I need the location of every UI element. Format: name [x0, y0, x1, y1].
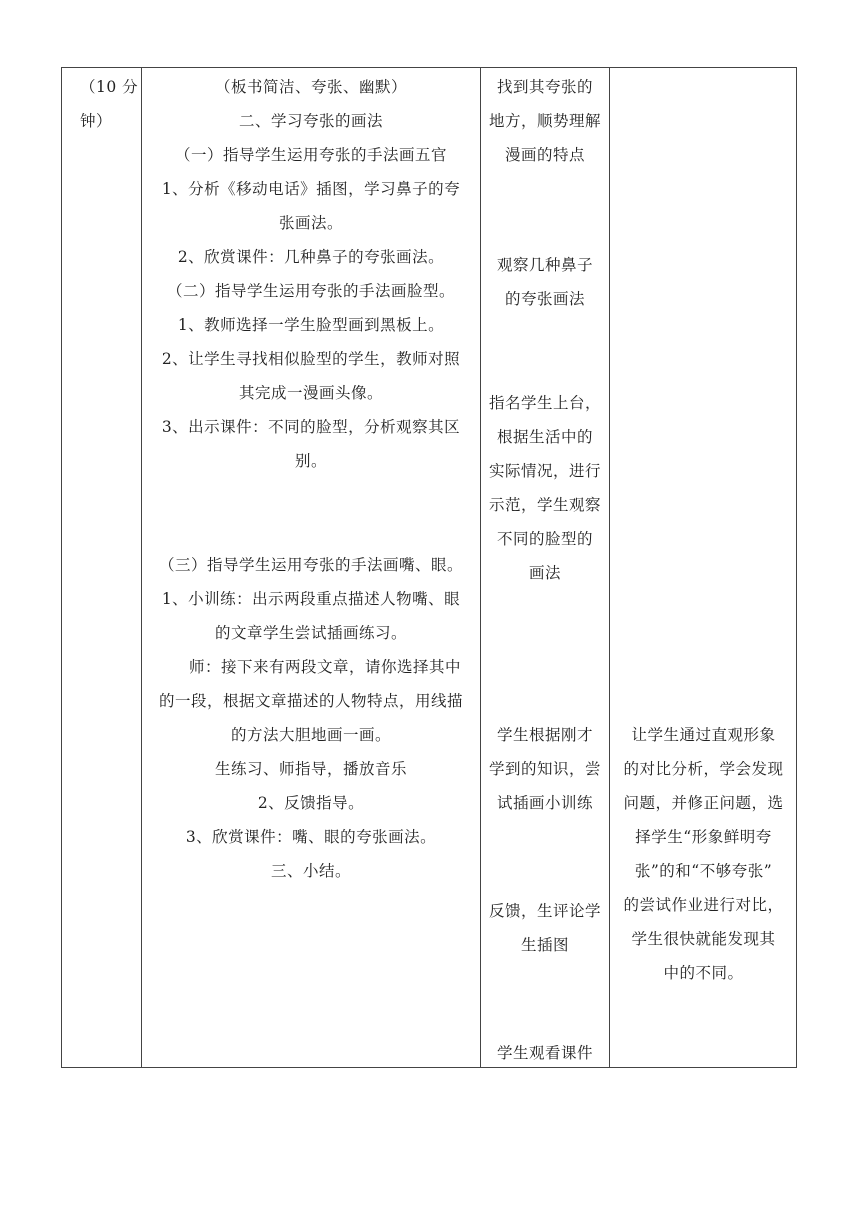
content-line: 生练习、师指导，播放音乐 — [214, 760, 407, 778]
content-column — [142, 68, 480, 1067]
student-activity-column — [481, 68, 609, 1067]
time-text: 钟） — [80, 112, 113, 130]
intent-line: 问题，并修正问题，选 — [623, 794, 784, 812]
design-intent-column — [610, 68, 797, 1067]
intent-line: 的对比分析，学会发现 — [623, 760, 784, 778]
student-line: 学到的知识，尝 — [488, 760, 601, 778]
content-line: 2、反馈指导。 — [257, 794, 365, 812]
student-line: 反馈，生评论学 — [488, 902, 601, 920]
content-line: 别。 — [294, 452, 327, 470]
student-line: 示范，学生观察 — [488, 496, 601, 514]
intent-line: 中的不同。 — [663, 964, 744, 982]
student-line: 学生根据刚才 — [496, 726, 593, 744]
student-line: 的夸张画法 — [504, 290, 585, 308]
student-line: 学生观看课件 — [496, 1044, 593, 1062]
time-column — [62, 68, 141, 1067]
student-line: 生插图 — [520, 936, 569, 954]
content-line: 1、教师选择一学生脸型画到黑板上。 — [177, 316, 445, 334]
student-line: 试插画小训练 — [496, 794, 593, 812]
student-line: 根据生活中的 — [496, 428, 593, 446]
content-line: 1、小训练：出示两段重点描述人物嘴、眼 — [161, 590, 461, 608]
content-line: 三、小结。 — [270, 862, 351, 880]
content-line: 1、分析《移动电话》插图，学习鼻子的夸 — [161, 180, 461, 198]
intent-line: 学生很快就能发现其 — [631, 930, 776, 948]
intent-line: 张”的和“不够夸张” — [634, 862, 773, 880]
student-line: 不同的脸型的 — [496, 530, 593, 548]
content-line: （三）指导学生运用夸张的手法画嘴、眼。 — [158, 556, 463, 574]
content-line: 2、让学生寻找相似脸型的学生，教师对照 — [161, 350, 461, 368]
content-line: 的一段，根据文章描述的人物特点，用线描 — [158, 692, 463, 710]
content-line: 张画法。 — [278, 214, 343, 232]
intent-line: 的尝试作业进行对比， — [623, 896, 784, 914]
student-line: 找到其夸张的 — [496, 78, 593, 96]
intent-line: 让学生通过直观形象 — [631, 726, 776, 744]
content-line: 的文章学生尝试插画练习。 — [214, 624, 407, 642]
intent-line: 择学生“形象鲜明夸 — [635, 828, 772, 846]
content-line: 其完成一漫画头像。 — [238, 384, 383, 402]
time-text: （10 分 — [80, 78, 139, 96]
student-line: 观察几种鼻子 — [496, 256, 593, 274]
student-line: 画法 — [528, 564, 561, 582]
student-line: 漫画的特点 — [504, 146, 585, 164]
content-line: （一）指导学生运用夸张的手法画五官 — [174, 146, 447, 164]
content-line: 2、欣赏课件：几种鼻子的夸张画法。 — [177, 248, 445, 266]
content-line: 师：接下来有两段文章，请你选择其中 — [188, 658, 461, 676]
content-line: （板书简洁、夸张、幽默） — [214, 78, 407, 96]
student-line: 指名学生上台， — [488, 394, 601, 412]
content-line: 的方法大胆地画一画。 — [230, 726, 391, 744]
lesson-table — [61, 67, 797, 1068]
student-line: 地方，顺势理解 — [488, 112, 601, 130]
student-line: 实际情况，进行 — [488, 462, 601, 480]
content-line: 3、出示课件：不同的脸型，分析观察其区 — [161, 418, 461, 436]
content-line: 二、学习夸张的画法 — [238, 112, 383, 130]
content-line: 3、欣赏课件：嘴、眼的夸张画法。 — [185, 828, 437, 846]
content-line: （二）指导学生运用夸张的手法画脸型。 — [166, 282, 455, 300]
